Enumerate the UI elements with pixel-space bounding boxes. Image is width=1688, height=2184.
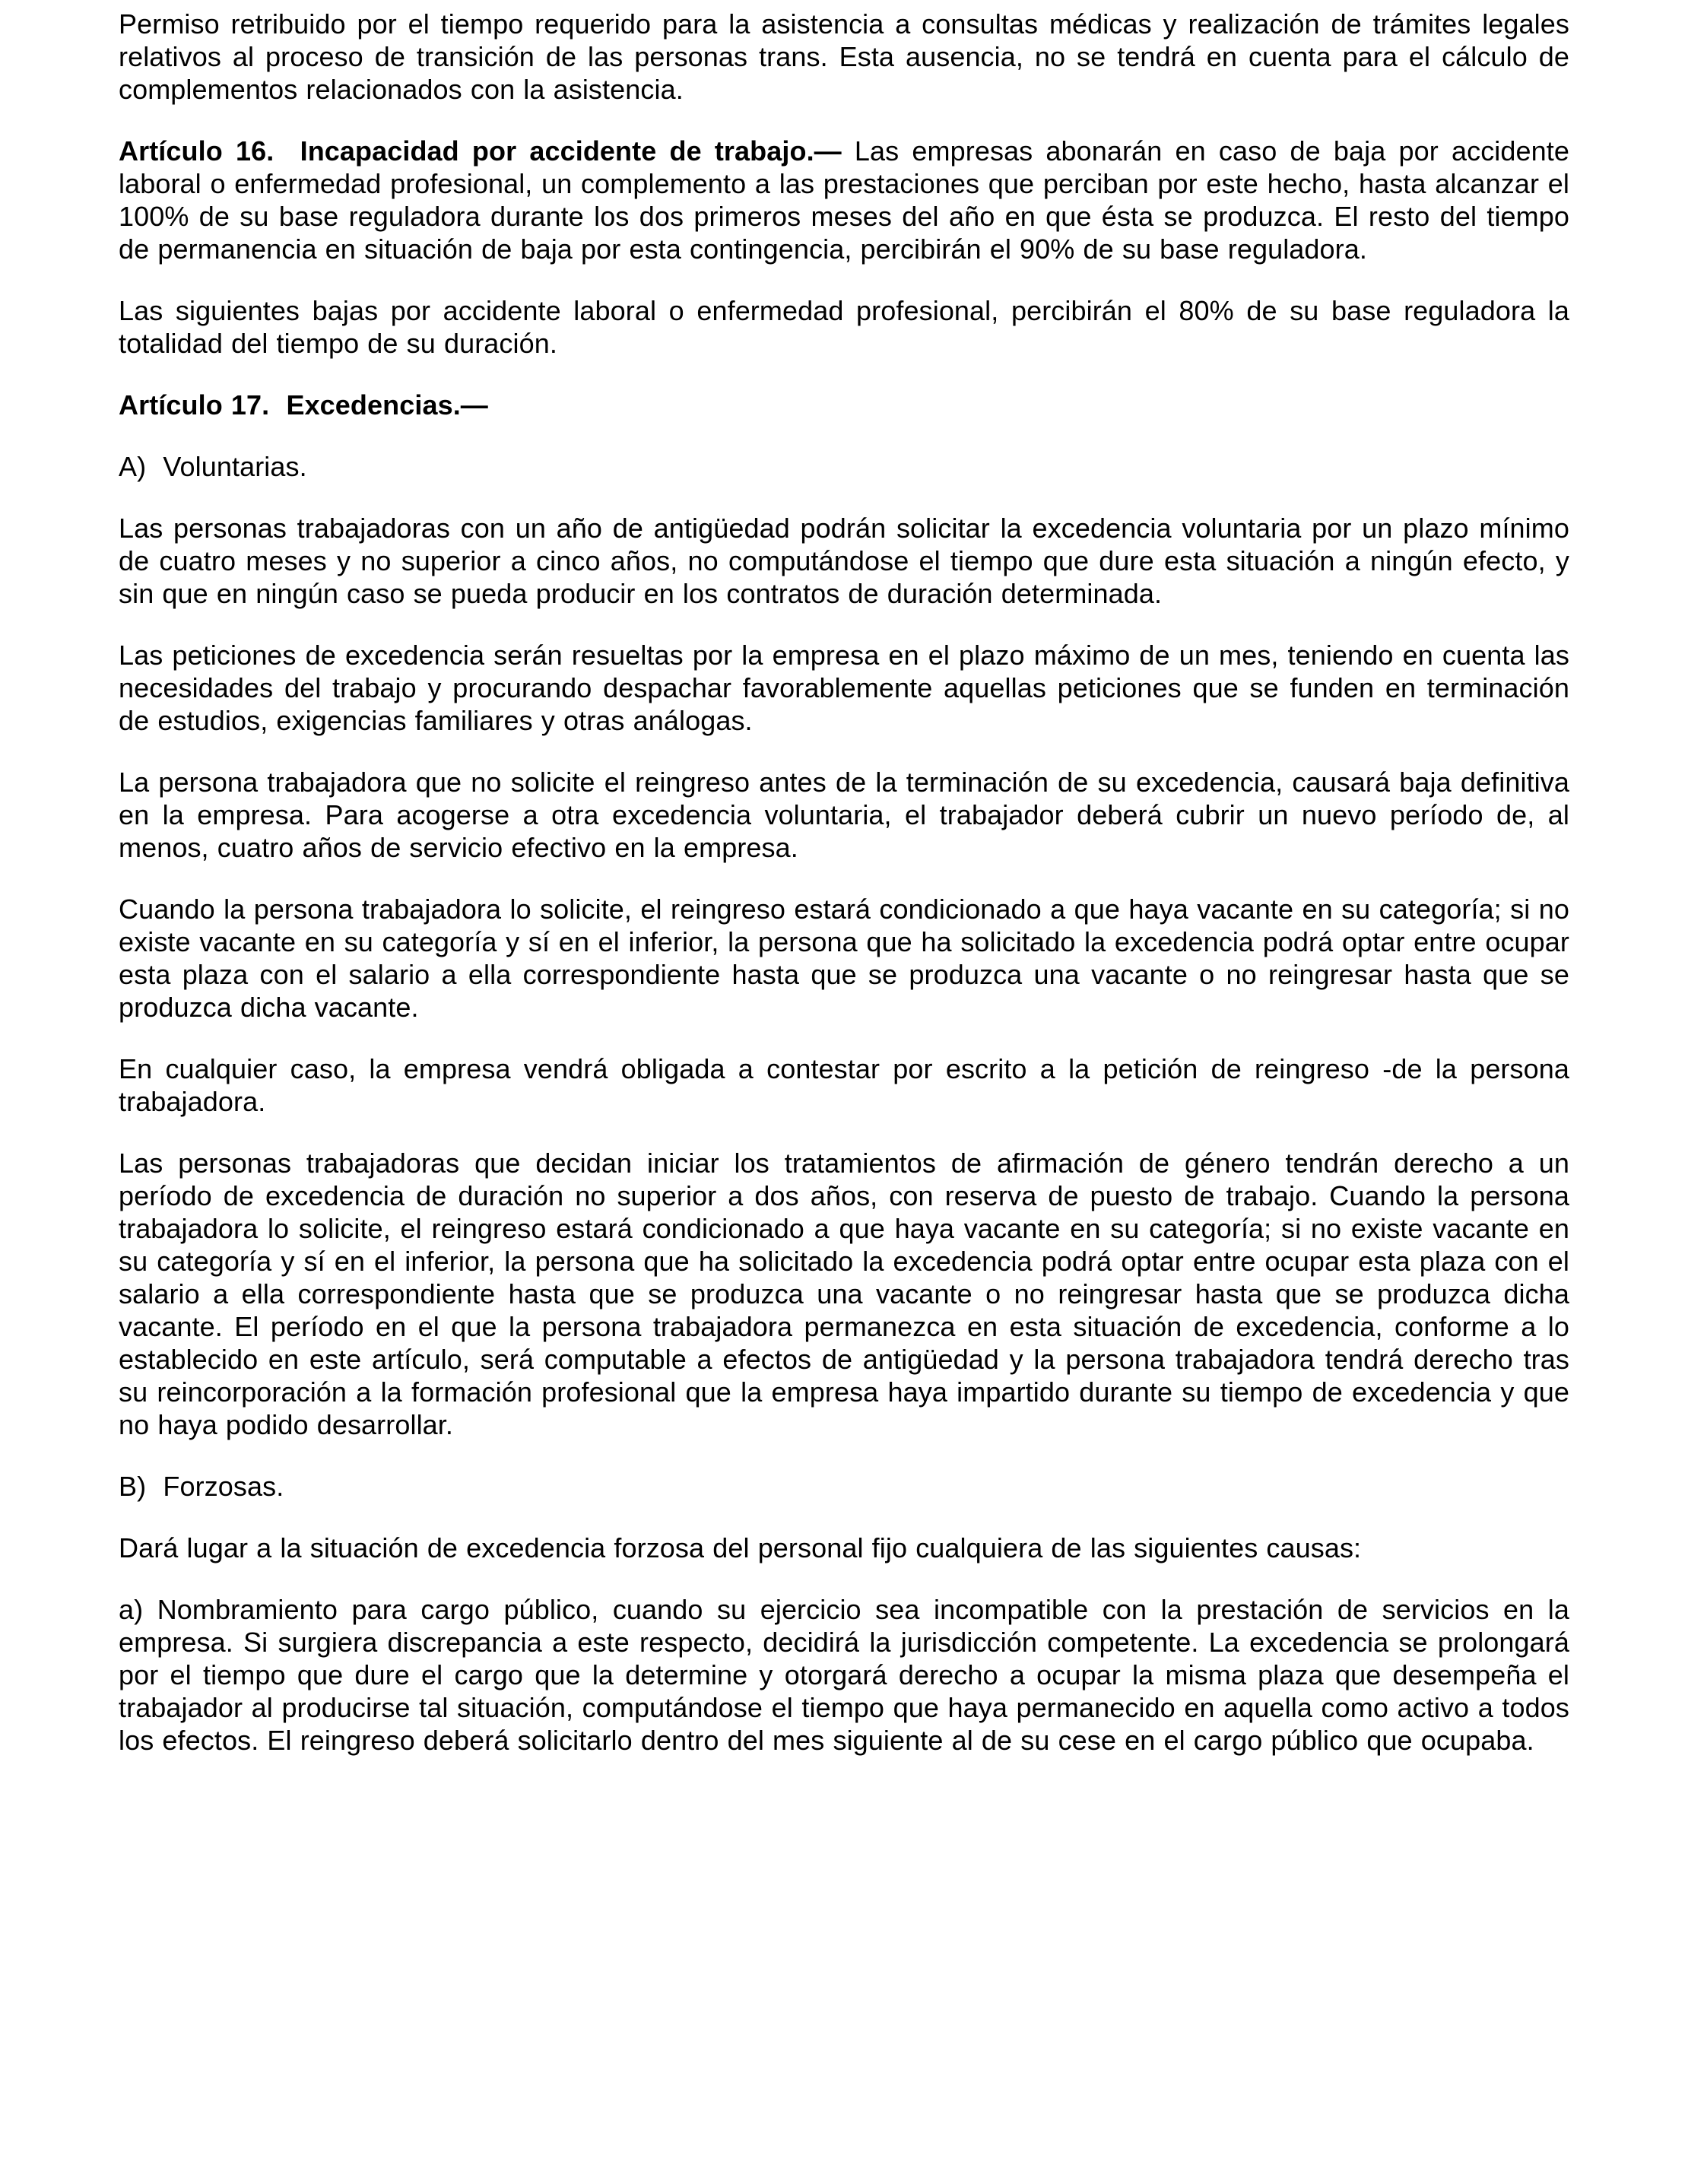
paragraph-text: a) Nombramiento para cargo público, cuando su ejercicio sea incompatible con la prestación de servicios en la empresa. Si surgiera discrepancia a este respecto, decidirá la jurisdicción competente. La excedencia se prolongará por el tiempo que dure el cargo que la determine y otorgará derecho a ocupar la misma plaza que desempeña el trabajador al producirse tal situación, computándose el tiempo que haya permanecido en aquella como activo a todos los efectos. El reingreso deberá solicitarlo dentro del mes siguiente al de su cese en el cargo público que ocupaba. [119, 1594, 1569, 1756]
section-label-text: B) Forzosas. [119, 1471, 284, 1502]
paragraph-afirmacion-genero [119, 1147, 1569, 1441]
paragraph-text: Las personas trabajadoras que decidan iniciar los tratamientos de afirmación de género tendrán derecho a un período de excedencia de duración no superior a dos años, con reserva de puesto de trabajo. Cuando la persona trabajadora lo solicite, el reingreso estará condicionado a que haya vacante en su categoría; si no existe vacante en su categoría y sí en el inferior, la persona que ha solicitado la excedencia podrá optar entre ocupar esta plaza con el salario a ella correspondiente hasta que se produzca una vacante o no reingresar hasta que se produzca dicha vacante. El período en el que la persona trabajadora permanezca en esta situación de excedencia, conforme a lo establecido en este artículo, será computable a efectos de antigüedad y la persona trabajadora tendrá derecho tras su reincorporación a la formación profesional que la empresa haya impartido durante su tiempo de excedencia y que no haya podido desarrollar. [119, 1148, 1569, 1440]
paragraph-text: Cuando la persona trabajadora lo solicite, el reingreso estará condicionado a que haya vacante en su categoría; si no existe vacante en su categoría y sí en el inferior, la persona que ha solicitado la excedencia podrá optar entre ocupar esta plaza con el salario a ella correspondiente hasta que se produzca una vacante o no reingresar hasta que se produzca dicha vacante. [119, 894, 1569, 1023]
paragraph-section-b-forzosas [119, 1470, 1569, 1503]
paragraph-text: Dará lugar a la situación de excedencia forzosa del personal fijo cualquiera de las siguientes causas: [119, 1532, 1362, 1563]
paragraph-permiso-retribuido [119, 8, 1569, 106]
article-17-heading: Artículo 17. Excedencias.— [119, 389, 488, 421]
paragraph-text: Permiso retribuido por el tiempo requerido para la asistencia a consultas médicas y realización de trámites legales relativos al proceso de transición de las personas trans. Esta ausencia, no se tendrá en cuenta para el cálculo de complementos relacionados con la asistencia. [119, 8, 1569, 105]
paragraph-nombramiento-cargo-publico [119, 1593, 1569, 1757]
paragraph-text: La persona trabajadora que no solicite el reingreso antes de la terminación de su excedencia, causará baja definitiva en la empresa. Para acogerse a otra excedencia voluntaria, el trabajador deberá cubrir un nuevo período de, al menos, cuatro años de servicio efectivo en la empresa. [119, 767, 1569, 863]
article-16-heading: Artículo 16. Incapacidad por accidente de trabajo.— [119, 135, 842, 167]
paragraph-section-a-voluntarias [119, 450, 1569, 483]
section-label-text: A) Voluntarias. [119, 451, 307, 482]
paragraph-excedencia-voluntaria [119, 512, 1569, 610]
paragraph-contestar-por-escrito [119, 1052, 1569, 1118]
paragraph-reingreso-condicionado [119, 893, 1569, 1024]
paragraph-articulo-17 [119, 389, 1569, 421]
paragraph-articulo-16 [119, 135, 1569, 265]
paragraph-text: Las personas trabajadoras con un año de antigüedad podrán solicitar la excedencia voluntaria por un plazo mínimo de cuatro meses y no superior a cinco años, no computándose el tiempo que dure esta situación a ningún efecto, y sin que en ningún caso se pueda producir en los contratos de duración determinada. [119, 513, 1569, 609]
paragraph-text: Las peticiones de excedencia serán resueltas por la empresa en el plazo máximo de un mes, teniendo en cuenta las necesidades del trabajo y procurando despachar favorablemente aquellas peticiones que se funden en terminación de estudios, exigencias familiares y otras análogas. [119, 640, 1569, 736]
paragraph-text: En cualquier caso, la empresa vendrá obligada a contestar por escrito a la petición de reingreso -de la persona trabajadora. [119, 1053, 1569, 1117]
paragraph-peticiones-excedencia [119, 639, 1569, 737]
paragraph-siguientes-bajas [119, 294, 1569, 360]
paragraph-reingreso-baja-definitiva [119, 766, 1569, 864]
paragraph-text: Las siguientes bajas por accidente laboral o enfermedad profesional, percibirán el 80% de su base reguladora la totalidad del tiempo de su duración. [119, 295, 1569, 359]
paragraph-excedencia-forzosa-intro [119, 1532, 1569, 1564]
paragraph-text: Las empresas abonarán en caso de baja por accidente laboral o enfermedad profesional, un complemento a las prestaciones que perciban por este hecho, hasta alcanzar el 100% de su base reguladora durante los dos primeros meses del año en que ésta se produzca. El resto del tiempo de permanencia en situación de baja por esta contingencia, percibirán el 90% de su base reguladora. [119, 135, 1569, 265]
